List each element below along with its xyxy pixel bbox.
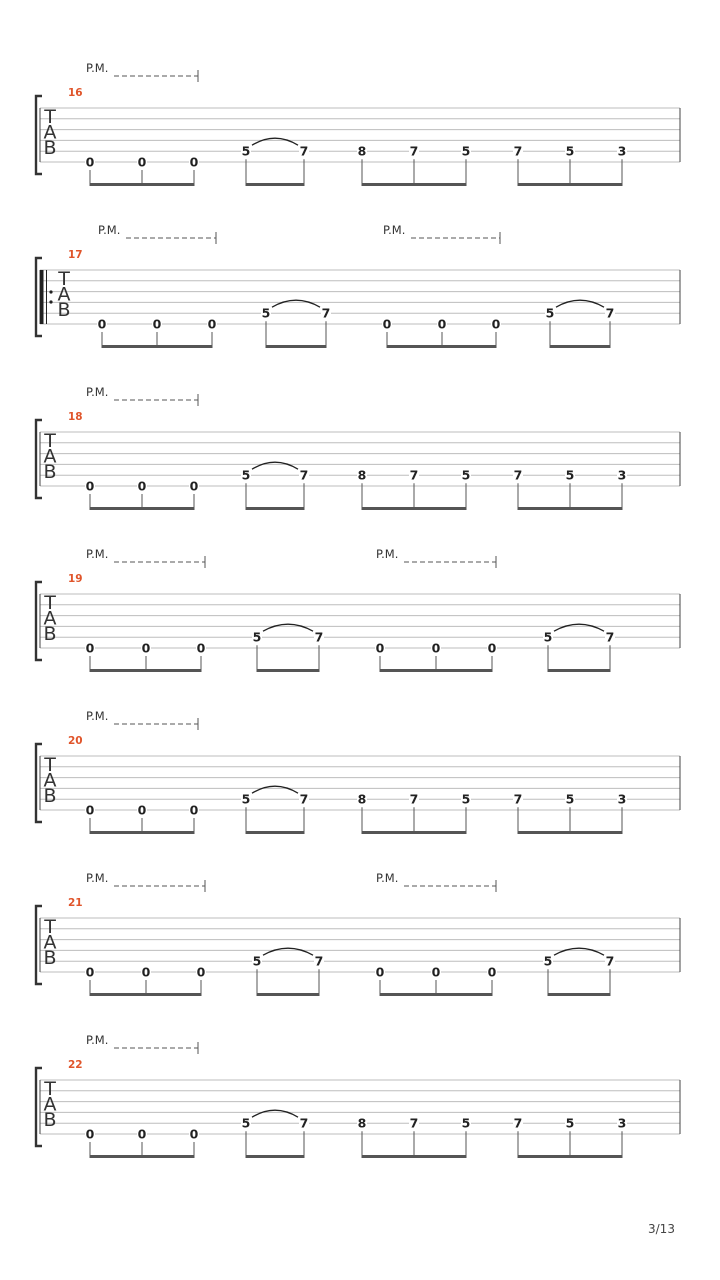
repeat-thick-bar — [40, 270, 44, 324]
measure-number: 22 — [68, 1059, 83, 1071]
fret-number: 0 — [85, 154, 95, 170]
tie-arc — [263, 624, 313, 631]
tab-clef-letter: B — [43, 461, 57, 483]
fret-number: 5 — [252, 953, 262, 969]
palm-mute-label: P.M. — [383, 223, 406, 237]
tab-clef-letter: B — [43, 137, 57, 159]
fret-number: 7 — [605, 629, 615, 645]
note-beam — [246, 831, 304, 834]
palm-mute-label: P.M. — [86, 709, 109, 723]
palm-mute-label: P.M. — [86, 385, 109, 399]
repeat-dot — [49, 300, 52, 303]
palm-mute-label: P.M. — [86, 871, 109, 885]
fret-number: 8 — [357, 791, 367, 807]
tie-arc — [272, 300, 320, 307]
palm-mute-label: P.M. — [86, 1033, 109, 1047]
fret-number: 0 — [487, 964, 497, 980]
palm-mute-label: P.M. — [376, 547, 399, 561]
tab-clef-letter: A — [43, 1093, 57, 1116]
tie-arc — [252, 462, 298, 469]
palm-mute-label: P.M. — [376, 871, 399, 885]
fret-number: 0 — [196, 964, 206, 980]
fret-number: 8 — [357, 143, 367, 159]
fret-number: 0 — [189, 802, 199, 818]
fret-number: 0 — [85, 478, 95, 494]
fret-number: 5 — [565, 143, 575, 159]
fret-number: 7 — [299, 791, 309, 807]
fret-number: 7 — [513, 467, 523, 483]
fret-number: 0 — [189, 154, 199, 170]
tie-arc — [252, 138, 298, 145]
fret-number: 0 — [207, 316, 217, 332]
fret-number: 7 — [409, 791, 419, 807]
tab-clef-letter: T — [44, 106, 56, 128]
measure-number: 16 — [68, 87, 83, 99]
fret-number: 0 — [431, 640, 441, 656]
fret-number: 7 — [299, 1115, 309, 1131]
tab-clef-letter: T — [44, 754, 56, 776]
fret-number: 5 — [241, 791, 251, 807]
fret-number: 0 — [85, 802, 95, 818]
tab-clef-letter: B — [43, 785, 57, 807]
tab-clef-letter: B — [43, 1109, 57, 1131]
fret-number: 3 — [617, 791, 627, 807]
fret-number: 8 — [357, 1115, 367, 1131]
note-beam — [362, 1155, 466, 1158]
note-beam — [518, 1155, 622, 1158]
note-beam — [90, 183, 194, 186]
note-beam — [380, 669, 492, 672]
fret-number: 5 — [565, 1115, 575, 1131]
tie-arc — [252, 786, 298, 793]
fret-number: 0 — [137, 478, 147, 494]
fret-number: 7 — [314, 629, 324, 645]
fret-number: 8 — [357, 467, 367, 483]
measure-number: 21 — [68, 897, 83, 909]
tie-arc — [556, 300, 604, 307]
note-beam — [387, 345, 496, 348]
note-beam — [90, 831, 194, 834]
fret-number: 0 — [437, 316, 447, 332]
tie-arc — [554, 948, 604, 955]
fret-number: 7 — [299, 143, 309, 159]
fret-number: 0 — [431, 964, 441, 980]
fret-number: 0 — [137, 1126, 147, 1142]
fret-number: 0 — [189, 478, 199, 494]
note-beam — [246, 507, 304, 510]
measure-number: 17 — [68, 249, 83, 261]
palm-mute-label: P.M. — [98, 223, 121, 237]
tab-clef-letter: T — [44, 916, 56, 938]
fret-number: 0 — [85, 1126, 95, 1142]
fret-number: 0 — [152, 316, 162, 332]
fret-number: 5 — [565, 791, 575, 807]
fret-number: 0 — [137, 802, 147, 818]
repeat-dot — [49, 290, 52, 293]
tab-clef-letter: T — [44, 1078, 56, 1100]
note-beam — [362, 831, 466, 834]
page-number: 3/13 — [648, 1222, 675, 1236]
fret-number: 7 — [513, 1115, 523, 1131]
fret-number: 7 — [321, 305, 331, 321]
fret-number: 5 — [252, 629, 262, 645]
palm-mute-label: P.M. — [86, 547, 109, 561]
fret-number: 7 — [513, 143, 523, 159]
measure-number: 20 — [68, 735, 83, 747]
fret-number: 0 — [137, 154, 147, 170]
measure-number: 19 — [68, 573, 83, 585]
tab-clef-letter: T — [44, 592, 56, 614]
note-beam — [362, 183, 466, 186]
note-beam — [548, 669, 610, 672]
note-beam — [518, 831, 622, 834]
fret-number: 5 — [261, 305, 271, 321]
tab-clef-letter: A — [43, 607, 57, 630]
tab-clef-letter: A — [43, 445, 57, 468]
fret-number: 0 — [189, 1126, 199, 1142]
tab-clef-letter: A — [43, 769, 57, 792]
fret-number: 0 — [375, 964, 385, 980]
note-beam — [246, 183, 304, 186]
tab-clef-letter: A — [43, 121, 57, 144]
note-beam — [518, 183, 622, 186]
note-beam — [102, 345, 212, 348]
tab-clef-letter: A — [43, 931, 57, 954]
note-beam — [90, 993, 201, 996]
fret-number: 0 — [97, 316, 107, 332]
note-beam — [246, 1155, 304, 1158]
fret-number: 7 — [314, 953, 324, 969]
note-beam — [257, 993, 319, 996]
fret-number: 3 — [617, 143, 627, 159]
fret-number: 5 — [461, 1115, 471, 1131]
fret-number: 0 — [487, 640, 497, 656]
tab-clef-letter: B — [43, 623, 57, 645]
fret-number: 5 — [461, 143, 471, 159]
note-beam — [550, 345, 610, 348]
fret-number: 0 — [491, 316, 501, 332]
fret-number: 0 — [141, 964, 151, 980]
tab-clef-letter: A — [57, 283, 71, 306]
fret-number: 5 — [461, 467, 471, 483]
note-beam — [257, 669, 319, 672]
fret-number: 5 — [545, 305, 555, 321]
note-beam — [90, 1155, 194, 1158]
note-beam — [380, 993, 492, 996]
fret-number: 0 — [141, 640, 151, 656]
palm-mute-label: P.M. — [86, 61, 109, 75]
fret-number: 0 — [375, 640, 385, 656]
fret-number: 0 — [382, 316, 392, 332]
note-beam — [518, 507, 622, 510]
fret-number: 5 — [543, 953, 553, 969]
fret-number: 0 — [85, 964, 95, 980]
tie-arc — [263, 948, 313, 955]
fret-number: 7 — [409, 143, 419, 159]
fret-number: 7 — [409, 467, 419, 483]
fret-number: 7 — [605, 305, 615, 321]
fret-number: 0 — [85, 640, 95, 656]
tab-clef-letter: B — [57, 299, 71, 321]
tie-arc — [554, 624, 604, 631]
fret-number: 5 — [543, 629, 553, 645]
tab-clef-letter: T — [44, 430, 56, 452]
fret-number: 3 — [617, 467, 627, 483]
measure-number: 18 — [68, 411, 83, 423]
fret-number: 7 — [409, 1115, 419, 1131]
fret-number: 5 — [565, 467, 575, 483]
fret-number: 7 — [605, 953, 615, 969]
fret-number: 7 — [299, 467, 309, 483]
tab-clef-letter: T — [58, 268, 70, 290]
fret-number: 3 — [617, 1115, 627, 1131]
note-beam — [548, 993, 610, 996]
fret-number: 5 — [241, 143, 251, 159]
fret-number: 5 — [461, 791, 471, 807]
fret-number: 5 — [241, 467, 251, 483]
tab-clef-letter: B — [43, 947, 57, 969]
note-beam — [90, 507, 194, 510]
note-beam — [90, 669, 201, 672]
fret-number: 5 — [241, 1115, 251, 1131]
note-beam — [362, 507, 466, 510]
tie-arc — [252, 1110, 298, 1117]
note-beam — [266, 345, 326, 348]
fret-number: 7 — [513, 791, 523, 807]
fret-number: 0 — [196, 640, 206, 656]
